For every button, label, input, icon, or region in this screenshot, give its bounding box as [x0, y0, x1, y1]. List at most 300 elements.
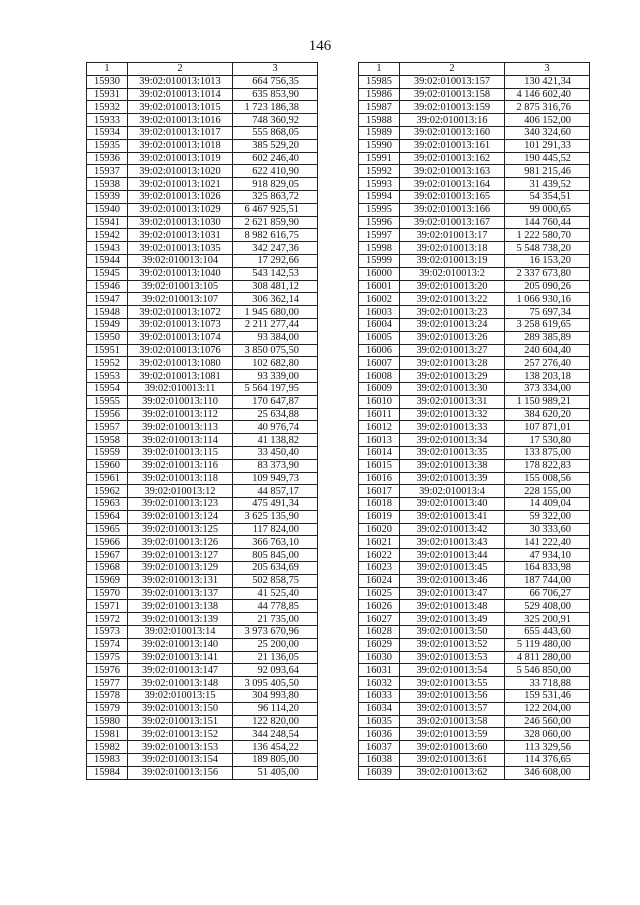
cadastral-number-cell: 39:02:010013:47: [400, 587, 505, 600]
column-header-value: 3: [505, 63, 590, 76]
row-number-cell: 15989: [359, 126, 400, 139]
value-cell: 107 871,01: [505, 421, 590, 434]
cadastral-number-cell: 39:02:010013:112: [128, 408, 233, 421]
cadastral-number-cell: 39:02:010013:131: [128, 574, 233, 587]
table-row: [87, 600, 318, 613]
value-cell: 144 760,44: [505, 216, 590, 229]
cadastral-number-cell: 39:02:010013:19: [400, 254, 505, 267]
row-number-cell: 15970: [87, 587, 128, 600]
cadastral-number-cell: 39:02:010013:1031: [128, 229, 233, 242]
row-number-cell: 15958: [87, 434, 128, 447]
row-number-cell: 16034: [359, 702, 400, 715]
value-cell: 373 334,00: [505, 382, 590, 395]
row-number-cell: 15965: [87, 523, 128, 536]
value-cell: 2 621 859,90: [233, 216, 318, 229]
value-cell: 918 829,05: [233, 178, 318, 191]
table-row: [359, 357, 590, 370]
table-row: [87, 574, 318, 587]
value-cell: 83 373,90: [233, 459, 318, 472]
cadastral-number-cell: 39:02:010013:29: [400, 370, 505, 383]
table-row: [359, 741, 590, 754]
value-cell: 655 443,60: [505, 626, 590, 639]
value-cell: 130 421,34: [505, 75, 590, 88]
value-cell: 289 385,89: [505, 331, 590, 344]
table-row: [359, 434, 590, 447]
table-row: [359, 280, 590, 293]
cadastral-number-cell: 39:02:010013:54: [400, 664, 505, 677]
row-number-cell: 16027: [359, 613, 400, 626]
value-cell: 205 090,26: [505, 280, 590, 293]
row-number-cell: 15974: [87, 638, 128, 651]
value-cell: 33 718,88: [505, 677, 590, 690]
table-row: [87, 536, 318, 549]
cadastral-number-cell: 39:02:010013:138: [128, 600, 233, 613]
value-cell: 21 735,00: [233, 613, 318, 626]
row-number-cell: 15981: [87, 728, 128, 741]
table-row: [87, 408, 318, 421]
row-number-cell: 15952: [87, 357, 128, 370]
table-row: [359, 242, 590, 255]
row-number-cell: 16005: [359, 331, 400, 344]
row-number-cell: 16017: [359, 485, 400, 498]
cadastral-number-cell: 39:02:010013:1040: [128, 267, 233, 280]
row-number-cell: 15998: [359, 242, 400, 255]
cadastral-number-cell: 39:02:010013:157: [400, 75, 505, 88]
value-cell: 3 973 670,96: [233, 626, 318, 639]
table-row: [87, 254, 318, 267]
row-number-cell: 15932: [87, 101, 128, 114]
cadastral-number-cell: 39:02:010013:113: [128, 421, 233, 434]
value-cell: 325 200,91: [505, 613, 590, 626]
value-cell: 1 723 186,38: [233, 101, 318, 114]
table-row: [87, 651, 318, 664]
table-row: [359, 510, 590, 523]
cadastral-number-cell: 39:02:010013:27: [400, 344, 505, 357]
cadastral-number-cell: 39:02:010013:56: [400, 690, 505, 703]
value-cell: 133 875,00: [505, 446, 590, 459]
table-header-row: [359, 63, 590, 76]
table-row: [359, 254, 590, 267]
table-row: [87, 485, 318, 498]
row-number-cell: 15988: [359, 114, 400, 127]
table-row: [359, 408, 590, 421]
row-number-cell: 16004: [359, 318, 400, 331]
value-cell: 41 138,82: [233, 434, 318, 447]
table-row: [359, 293, 590, 306]
row-number-cell: 15941: [87, 216, 128, 229]
value-cell: 306 362,14: [233, 293, 318, 306]
table-row: [359, 613, 590, 626]
row-number-cell: 16001: [359, 280, 400, 293]
page-number: 146: [308, 38, 332, 54]
value-cell: 308 481,12: [233, 280, 318, 293]
value-cell: 33 450,40: [233, 446, 318, 459]
value-cell: 205 634,69: [233, 562, 318, 575]
cadastral-number-cell: 39:02:010013:59: [400, 728, 505, 741]
row-number-cell: 15972: [87, 613, 128, 626]
table-row: [87, 613, 318, 626]
cadastral-number-cell: 39:02:010013:11: [128, 382, 233, 395]
table-row: [359, 306, 590, 319]
cadastral-number-cell: 39:02:010013:126: [128, 536, 233, 549]
value-cell: 3 258 619,65: [505, 318, 590, 331]
table-row: [87, 190, 318, 203]
row-number-cell: 16010: [359, 395, 400, 408]
cadastral-number-cell: 39:02:010013:1014: [128, 88, 233, 101]
cadastral-number-cell: 39:02:010013:105: [128, 280, 233, 293]
row-number-cell: 15986: [359, 88, 400, 101]
value-cell: 8 982 616,75: [233, 229, 318, 242]
value-cell: 122 820,00: [233, 715, 318, 728]
cadastral-number-cell: 39:02:010013:22: [400, 293, 505, 306]
row-number-cell: 15950: [87, 331, 128, 344]
row-number-cell: 15936: [87, 152, 128, 165]
cadastral-number-cell: 39:02:010013:28: [400, 357, 505, 370]
row-number-cell: 15938: [87, 178, 128, 191]
value-cell: 114 376,65: [505, 754, 590, 767]
cadastral-number-cell: 39:02:010013:14: [128, 626, 233, 639]
cadastral-number-cell: 39:02:010013:24: [400, 318, 505, 331]
table-row: [359, 690, 590, 703]
value-cell: 2 875 316,76: [505, 101, 590, 114]
cadastral-number-cell: 39:02:010013:45: [400, 562, 505, 575]
value-cell: 31 439,52: [505, 178, 590, 191]
row-number-cell: 15957: [87, 421, 128, 434]
row-number-cell: 16032: [359, 677, 400, 690]
row-number-cell: 16009: [359, 382, 400, 395]
table-row: [359, 101, 590, 114]
table-row: [87, 126, 318, 139]
value-cell: 136 454,22: [233, 741, 318, 754]
value-cell: 21 136,05: [233, 651, 318, 664]
value-cell: 2 337 673,80: [505, 267, 590, 280]
cadastral-number-cell: 39:02:010013:162: [400, 152, 505, 165]
table-row: [87, 446, 318, 459]
table-row: [87, 498, 318, 511]
row-number-cell: 15959: [87, 446, 128, 459]
cadastral-number-cell: 39:02:010013:1015: [128, 101, 233, 114]
value-cell: 602 246,40: [233, 152, 318, 165]
value-cell: 93 339,00: [233, 370, 318, 383]
value-cell: 122 204,00: [505, 702, 590, 715]
cadastral-number-cell: 39:02:010013:43: [400, 536, 505, 549]
table-row: [359, 446, 590, 459]
cadastral-number-cell: 39:02:010013:32: [400, 408, 505, 421]
value-cell: 3 850 075,50: [233, 344, 318, 357]
value-cell: 622 410,90: [233, 165, 318, 178]
register-table-right: [358, 62, 590, 780]
cadastral-number-cell: 39:02:010013:26: [400, 331, 505, 344]
row-number-cell: 15994: [359, 190, 400, 203]
cadastral-number-cell: 39:02:010013:1029: [128, 203, 233, 216]
value-cell: 190 445,52: [505, 152, 590, 165]
cadastral-number-cell: 39:02:010013:38: [400, 459, 505, 472]
row-number-cell: 16011: [359, 408, 400, 421]
value-cell: 5 119 480,00: [505, 638, 590, 651]
value-cell: 96 114,20: [233, 702, 318, 715]
cadastral-number-cell: 39:02:010013:42: [400, 523, 505, 536]
value-cell: 304 993,80: [233, 690, 318, 703]
value-cell: 6 467 925,51: [233, 203, 318, 216]
value-cell: 17 530,80: [505, 434, 590, 447]
cadastral-number-cell: 39:02:010013:58: [400, 715, 505, 728]
table-row: [87, 229, 318, 242]
value-cell: 240 604,40: [505, 344, 590, 357]
value-cell: 40 976,74: [233, 421, 318, 434]
row-number-cell: 15944: [87, 254, 128, 267]
table-row: [359, 178, 590, 191]
cadastral-number-cell: 39:02:010013:57: [400, 702, 505, 715]
value-cell: 14 409,04: [505, 498, 590, 511]
cadastral-number-cell: 39:02:010013:62: [400, 766, 505, 779]
row-number-cell: 15983: [87, 754, 128, 767]
cadastral-number-cell: 39:02:010013:152: [128, 728, 233, 741]
table-row: [359, 114, 590, 127]
column-header-number: 1: [87, 63, 128, 76]
cadastral-number-cell: 39:02:010013:140: [128, 638, 233, 651]
row-number-cell: 15953: [87, 370, 128, 383]
table-row: [359, 152, 590, 165]
row-number-cell: 15992: [359, 165, 400, 178]
value-cell: 47 934,10: [505, 549, 590, 562]
value-cell: 748 360,92: [233, 114, 318, 127]
cadastral-number-cell: 39:02:010013:39: [400, 472, 505, 485]
cadastral-number-cell: 39:02:010013:48: [400, 600, 505, 613]
table-row: [359, 715, 590, 728]
row-number-cell: 16023: [359, 562, 400, 575]
table-row: [87, 421, 318, 434]
table-row: [359, 165, 590, 178]
table-row: [87, 510, 318, 523]
value-cell: 1 150 989,21: [505, 395, 590, 408]
cadastral-number-cell: 39:02:010013:20: [400, 280, 505, 293]
table-row: [359, 267, 590, 280]
table-row: [87, 318, 318, 331]
cadastral-number-cell: 39:02:010013:153: [128, 741, 233, 754]
row-number-cell: 15942: [87, 229, 128, 242]
value-cell: 170 647,87: [233, 395, 318, 408]
table-row: [87, 139, 318, 152]
table-row: [359, 728, 590, 741]
value-cell: 66 706,27: [505, 587, 590, 600]
row-number-cell: 15997: [359, 229, 400, 242]
table-row: [359, 370, 590, 383]
table-row: [87, 728, 318, 741]
table-row: [87, 562, 318, 575]
row-number-cell: 15954: [87, 382, 128, 395]
row-number-cell: 15956: [87, 408, 128, 421]
table-row: [359, 75, 590, 88]
row-number-cell: 15945: [87, 267, 128, 280]
table-row: [359, 549, 590, 562]
cadastral-number-cell: 39:02:010013:1072: [128, 306, 233, 319]
table-row: [359, 754, 590, 767]
row-number-cell: 15984: [87, 766, 128, 779]
row-number-cell: 16038: [359, 754, 400, 767]
row-number-cell: 16037: [359, 741, 400, 754]
row-number-cell: 15979: [87, 702, 128, 715]
value-cell: 366 763,10: [233, 536, 318, 549]
row-number-cell: 15962: [87, 485, 128, 498]
table-row: [87, 203, 318, 216]
cadastral-number-cell: 39:02:010013:40: [400, 498, 505, 511]
cadastral-number-cell: 39:02:010013:15: [128, 690, 233, 703]
row-number-cell: 15968: [87, 562, 128, 575]
row-number-cell: 15930: [87, 75, 128, 88]
cadastral-number-cell: 39:02:010013:41: [400, 510, 505, 523]
value-cell: 384 620,20: [505, 408, 590, 421]
value-cell: 44 857,17: [233, 485, 318, 498]
cadastral-number-cell: 39:02:010013:116: [128, 459, 233, 472]
value-cell: 340 324,60: [505, 126, 590, 139]
value-cell: 3 625 135,90: [233, 510, 318, 523]
value-cell: 664 756,35: [233, 75, 318, 88]
cadastral-number-cell: 39:02:010013:1013: [128, 75, 233, 88]
row-number-cell: 16031: [359, 664, 400, 677]
value-cell: 187 744,00: [505, 574, 590, 587]
cadastral-number-cell: 39:02:010013:110: [128, 395, 233, 408]
cadastral-number-cell: 39:02:010013:125: [128, 523, 233, 536]
value-cell: 141 222,40: [505, 536, 590, 549]
table-row: [359, 664, 590, 677]
row-number-cell: 15933: [87, 114, 128, 127]
value-cell: 555 868,05: [233, 126, 318, 139]
table-row: [87, 357, 318, 370]
row-number-cell: 16018: [359, 498, 400, 511]
table-row: [87, 293, 318, 306]
table-row: [359, 472, 590, 485]
cadastral-number-cell: 39:02:010013:127: [128, 549, 233, 562]
value-cell: 328 060,00: [505, 728, 590, 741]
cadastral-number-cell: 39:02:010013:164: [400, 178, 505, 191]
cadastral-number-cell: 39:02:010013:12: [128, 485, 233, 498]
row-number-cell: 16012: [359, 421, 400, 434]
value-cell: 1 945 680,00: [233, 306, 318, 319]
cadastral-number-cell: 39:02:010013:60: [400, 741, 505, 754]
cadastral-number-cell: 39:02:010013:161: [400, 139, 505, 152]
table-row: [359, 562, 590, 575]
row-number-cell: 16035: [359, 715, 400, 728]
cadastral-number-cell: 39:02:010013:23: [400, 306, 505, 319]
table-row: [359, 574, 590, 587]
row-number-cell: 16021: [359, 536, 400, 549]
cadastral-number-cell: 39:02:010013:1026: [128, 190, 233, 203]
row-number-cell: 15991: [359, 152, 400, 165]
value-cell: 346 608,00: [505, 766, 590, 779]
row-number-cell: 15973: [87, 626, 128, 639]
table-row: [87, 472, 318, 485]
table-row: [87, 75, 318, 88]
value-cell: 92 093,64: [233, 664, 318, 677]
cadastral-number-cell: 39:02:010013:1030: [128, 216, 233, 229]
value-cell: 93 384,00: [233, 331, 318, 344]
table-row: [87, 267, 318, 280]
table-row: [87, 459, 318, 472]
cadastral-number-cell: 39:02:010013:1081: [128, 370, 233, 383]
table-row: [359, 203, 590, 216]
row-number-cell: 16024: [359, 574, 400, 587]
cadastral-number-cell: 39:02:010013:1020: [128, 165, 233, 178]
table-row: [87, 395, 318, 408]
row-number-cell: 15969: [87, 574, 128, 587]
cadastral-number-cell: 39:02:010013:34: [400, 434, 505, 447]
row-number-cell: 16028: [359, 626, 400, 639]
table-row: [87, 587, 318, 600]
table-row: [87, 754, 318, 767]
table-row: [359, 382, 590, 395]
table-row: [87, 178, 318, 191]
value-cell: 981 215,46: [505, 165, 590, 178]
table-row: [87, 664, 318, 677]
table-row: [359, 395, 590, 408]
value-cell: 16 153,20: [505, 254, 590, 267]
value-cell: 3 095 405,50: [233, 677, 318, 690]
cadastral-number-cell: 39:02:010013:159: [400, 101, 505, 114]
cadastral-number-cell: 39:02:010013:1035: [128, 242, 233, 255]
row-number-cell: 15967: [87, 549, 128, 562]
cadastral-number-cell: 39:02:010013:16: [400, 114, 505, 127]
value-cell: 17 292,66: [233, 254, 318, 267]
table-row: [87, 638, 318, 651]
row-number-cell: 15982: [87, 741, 128, 754]
row-number-cell: 16025: [359, 587, 400, 600]
cadastral-number-cell: 39:02:010013:114: [128, 434, 233, 447]
value-cell: 25 200,00: [233, 638, 318, 651]
value-cell: 30 333,60: [505, 523, 590, 536]
value-cell: 5 546 850,00: [505, 664, 590, 677]
cadastral-number-cell: 39:02:010013:150: [128, 702, 233, 715]
row-number-cell: 15934: [87, 126, 128, 139]
table-row: [359, 651, 590, 664]
cadastral-number-cell: 39:02:010013:107: [128, 293, 233, 306]
row-number-cell: 16019: [359, 510, 400, 523]
row-number-cell: 15940: [87, 203, 128, 216]
cadastral-number-cell: 39:02:010013:167: [400, 216, 505, 229]
table-row: [359, 139, 590, 152]
table-row: [359, 318, 590, 331]
row-number-cell: 16008: [359, 370, 400, 383]
table-row: [87, 549, 318, 562]
cadastral-number-cell: 39:02:010013:1021: [128, 178, 233, 191]
table-row: [87, 715, 318, 728]
value-cell: 4 811 280,00: [505, 651, 590, 664]
row-number-cell: 16036: [359, 728, 400, 741]
cadastral-number-cell: 39:02:010013:18: [400, 242, 505, 255]
column-header-value: 3: [233, 63, 318, 76]
value-cell: 344 248,54: [233, 728, 318, 741]
column-header-cadastral: 2: [128, 63, 233, 76]
value-cell: 117 824,00: [233, 523, 318, 536]
cadastral-number-cell: 39:02:010013:1080: [128, 357, 233, 370]
cadastral-number-cell: 39:02:010013:129: [128, 562, 233, 575]
column-header-cadastral: 2: [400, 63, 505, 76]
cadastral-number-cell: 39:02:010013:31: [400, 395, 505, 408]
table-row: [87, 88, 318, 101]
column-header-number: 1: [359, 63, 400, 76]
row-number-cell: 16020: [359, 523, 400, 536]
row-number-cell: 16013: [359, 434, 400, 447]
cadastral-number-cell: 39:02:010013:124: [128, 510, 233, 523]
value-cell: 325 863,72: [233, 190, 318, 203]
row-number-cell: 15993: [359, 178, 400, 191]
cadastral-number-cell: 39:02:010013:33: [400, 421, 505, 434]
table-row: [87, 114, 318, 127]
table-row: [87, 702, 318, 715]
value-cell: 4 146 602,40: [505, 88, 590, 101]
cadastral-number-cell: 39:02:010013:1074: [128, 331, 233, 344]
value-cell: 257 276,40: [505, 357, 590, 370]
cadastral-number-cell: 39:02:010013:4: [400, 485, 505, 498]
